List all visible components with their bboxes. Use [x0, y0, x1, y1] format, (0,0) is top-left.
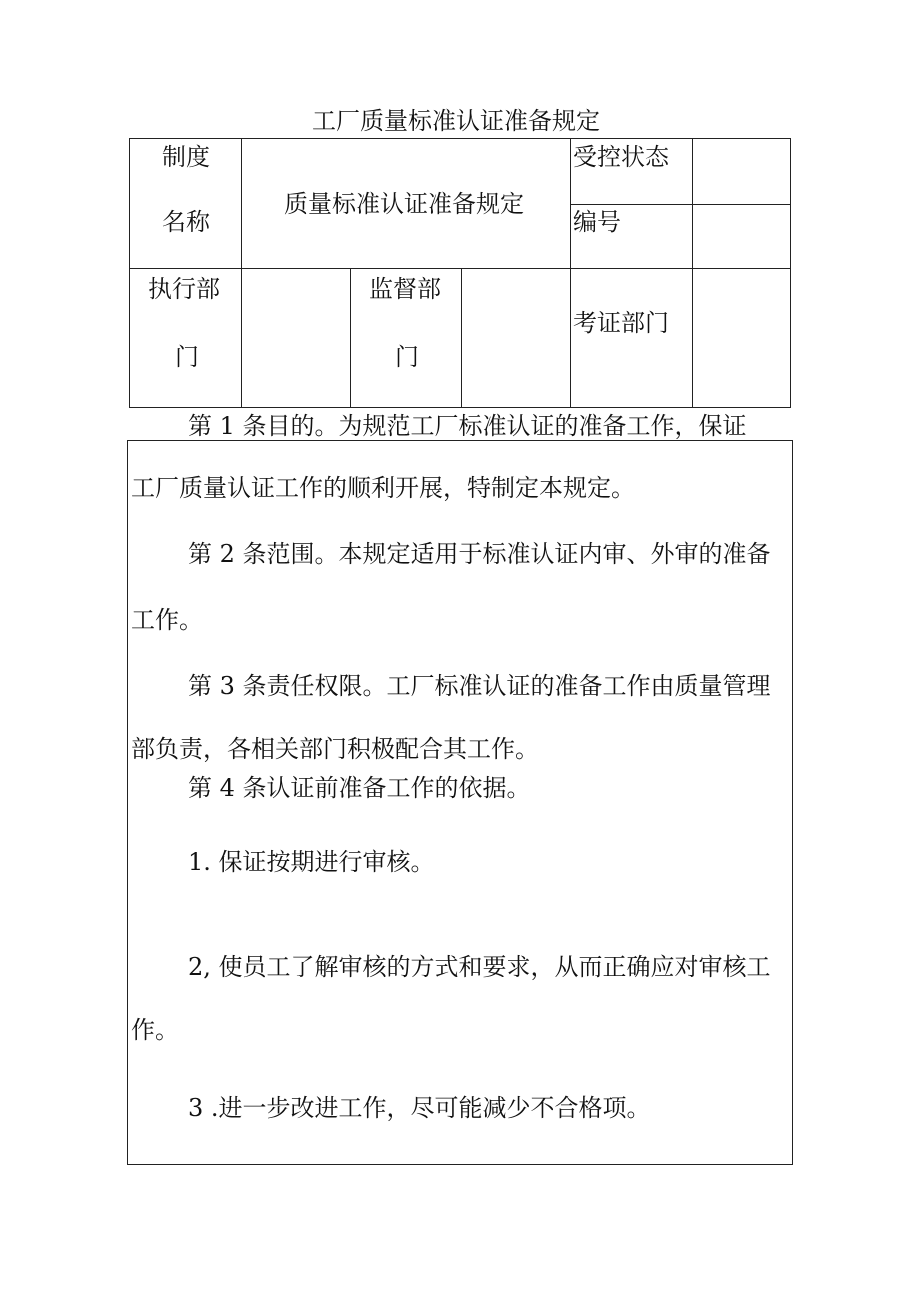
exec-dept-label: 门 [175, 343, 199, 371]
control-status-label: 受控状态 [573, 143, 669, 171]
document-title: 工厂质量标准认证准备规定 [312, 107, 600, 135]
list-item-1: 1. 保证按期进行审核。 [188, 848, 435, 876]
table-col-divider [461, 268, 462, 408]
exam-dept-label: 考证部门 [573, 309, 669, 337]
name-label: 名称 [162, 208, 210, 236]
supervise-dept-label: 监督部 [369, 275, 441, 303]
table-col-divider [692, 138, 693, 408]
number-label: 编号 [573, 208, 621, 236]
name-value: 质量标准认证准备规定 [284, 190, 524, 218]
article-2-line-2: 工作。 [131, 606, 203, 634]
article-3-line-1: 第 3 条责任权限。工厂标准认证的准备工作由质量管理 [188, 672, 771, 700]
article-1-line-1: 第 1 条目的。为规范工厂标准认证的准备工作，保证 [188, 412, 747, 440]
name-label: 制度 [162, 143, 210, 171]
article-2-line-1: 第 2 条范围。本规定适用于标准认证内审、外审的准备 [188, 540, 771, 568]
list-item-2-line-2: 作。 [131, 1016, 179, 1044]
table-cell-divider [570, 204, 791, 205]
table-col-divider [570, 138, 571, 408]
table-col-divider [241, 138, 242, 408]
article-3-line-2: 部负责，各相关部门积极配合其工作。 [131, 735, 539, 763]
article-4-line-1: 第 4 条认证前准备工作的依据。 [188, 774, 531, 802]
article-1-line-2: 工厂质量认证工作的顺利开展，特制定本规定。 [131, 474, 635, 502]
list-item-3: 3 .进一步改进工作，尽可能减少不合格项。 [188, 1094, 651, 1122]
list-item-2-line-1: 2, 使员工了解审核的方式和要求，从而正确应对审核工 [188, 953, 771, 981]
table-col-divider [350, 268, 351, 408]
exec-dept-label: 执行部 [148, 275, 220, 303]
supervise-dept-label: 门 [395, 343, 419, 371]
